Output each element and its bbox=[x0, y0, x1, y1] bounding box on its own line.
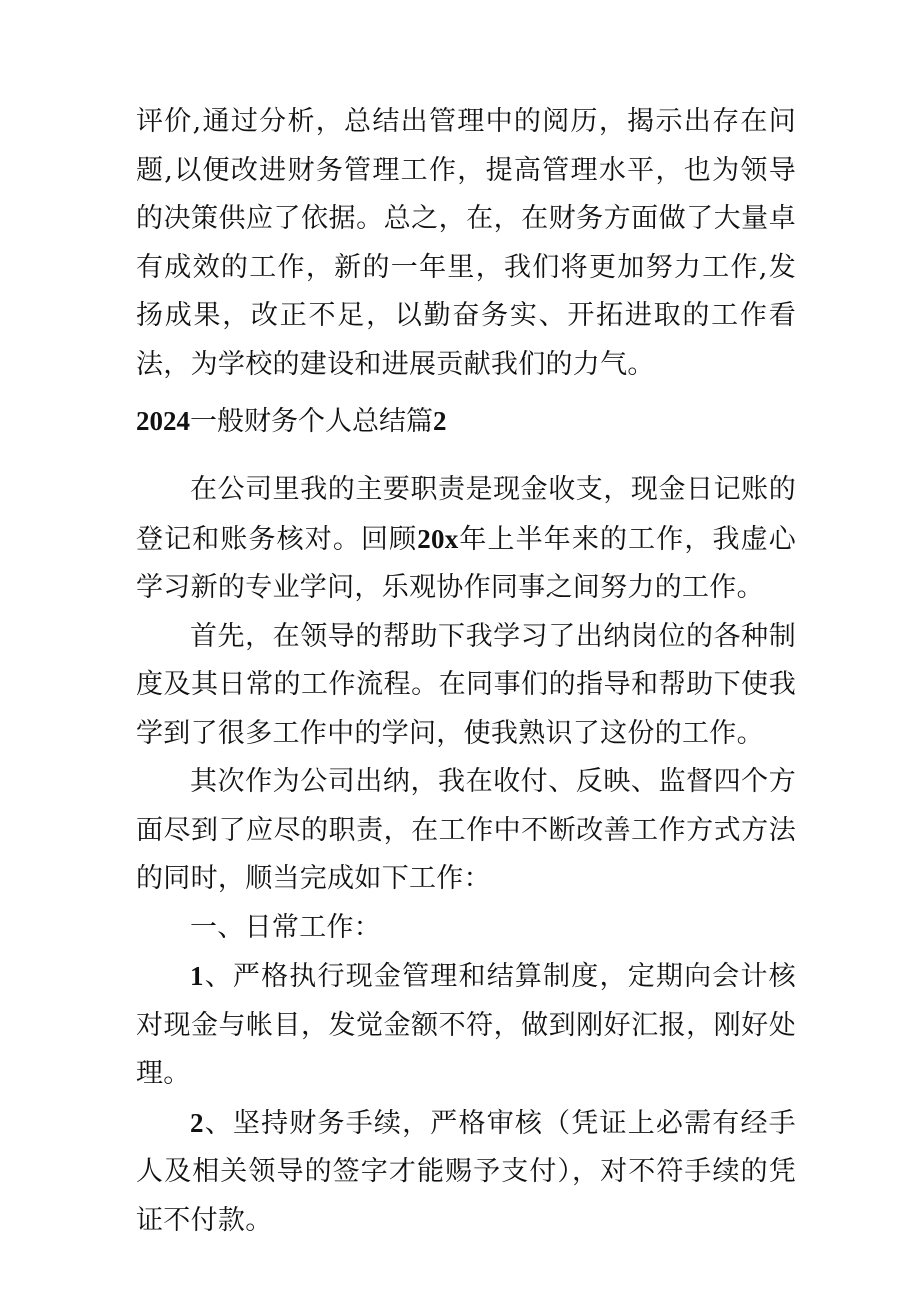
intro-bold-year: 20x bbox=[417, 523, 459, 554]
first-paragraph: 首先，在领导的帮助下我学习了出纳岗位的各种制度及其日常的工作流程。在同事们的指导和帮助下使我学到了很多工作中的学问，使我熟识了这份的工作。 bbox=[136, 620, 796, 749]
document-page bbox=[136, 98, 796, 1245]
list-item bbox=[136, 1099, 796, 1246]
list-item-number: 2 bbox=[190, 1107, 204, 1138]
second-paragraph: 其次作为公司出纳，我在收付、反映、监督四个方面尽到了应尽的职责，在工作中不断改善工作方式方法的同时，顺当完成如下工作： bbox=[136, 766, 796, 894]
intro-text-before: 在公司里我的主要职责是现金收支，现金日记账的登记和账务核对。回顾 bbox=[136, 474, 796, 555]
opening-paragraph: 评价,通过分析，总结出管理中的阅历，揭示出存在问题,以便改进财务管理工作，提高管理水平，也为领导的决策供应了依据。总之，在，在财务方面做了大量卓有成效的工作，新的一年里，我们将更加努力工作,发扬成果，改正不足，以勤奋务实、开拓进取的工作看法，为学校的建设和进展贡献我们的力气。 bbox=[136, 106, 796, 380]
list-item-text: 、严格执行现金管理和结算制度，定期向会计核对现金与帐目，发觉金额不符，做到刚好汇报，刚好处理。 bbox=[136, 961, 796, 1089]
intro-paragraph bbox=[136, 466, 796, 613]
heading-number: 2 bbox=[433, 406, 447, 436]
heading-year: 2024 bbox=[136, 406, 190, 436]
list-item bbox=[136, 952, 796, 1099]
subheading-daily-work: 一、日常工作： bbox=[190, 911, 382, 943]
heading-title: 一般财务个人总结篇 bbox=[190, 406, 433, 437]
section-heading bbox=[136, 397, 796, 446]
intro-text-after: 年上半年来的工作，我虚心学习新的专业学问，乐观协作同事之间努力的工作。 bbox=[136, 523, 797, 603]
list-item-number: 1 bbox=[190, 961, 204, 991]
list-item-text: 、坚持财务手续，严格审核（凭证上必需有经手人及相关领导的签字才能赐予支付），对不符手续的凭证不付款。 bbox=[136, 1107, 796, 1236]
